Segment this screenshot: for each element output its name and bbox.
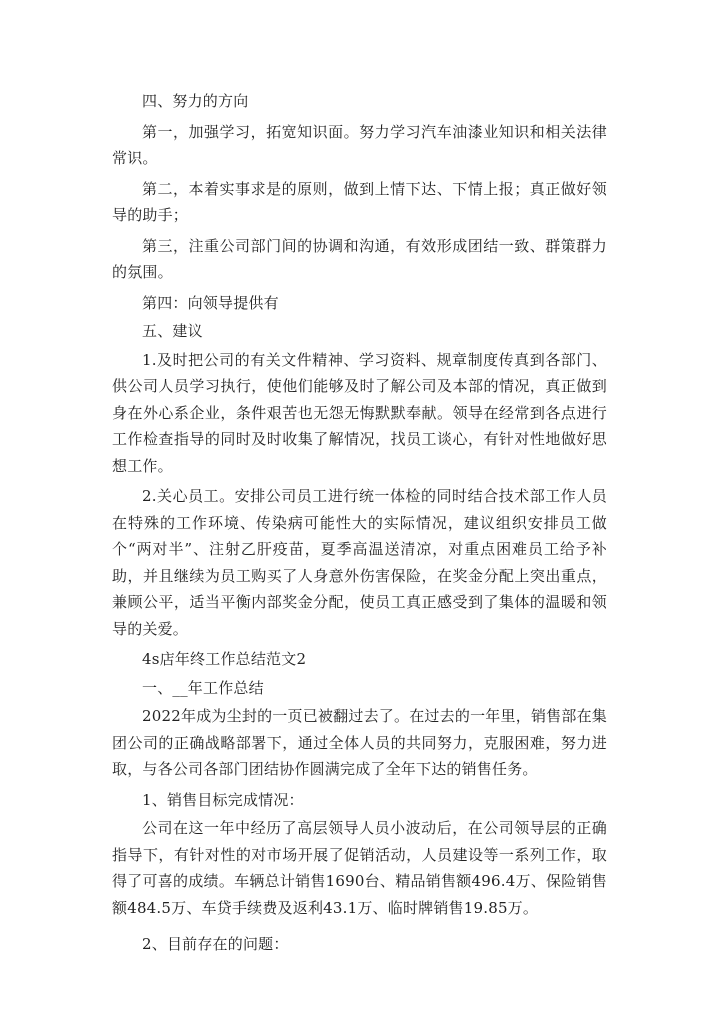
paragraph-suggestion-2: 2.关心员工。安排公司员工进行统一体检的同时结合技术部工作人员在特殊的工作环境、传染病可能性大的实际情况，建议组织安排员工做个“两对半”、注射乙肝疫苗，夏季高温送清凉，对重点困难员工给予补助，并且继续为员工购买了人身意外伤害保险，在奖金分配上突出重点，兼顾公平，适当平衡内部奖金分配，使员工真正感受到了集体的温暖和领导的关爱。	[112, 487, 607, 638]
paragraph-year-review: 2022年成为尘封的一页已被翻过去了。在过去的一年里，销售部在集团公司的正确战略部署下，通过全体人员的共同努力，克服困难，努力进取，与各公司各部门团结协作圆满完成了全年下达的销售任务。	[112, 707, 607, 778]
paragraph-second-point: 第二，本着实事求是的原则，做到上情下达、下情上报；真正做好领导的助手；	[112, 179, 607, 224]
document-subtitle: 4s店年终工作总结范文2	[142, 650, 307, 668]
section-heading-suggestions: 五、建议	[142, 322, 203, 340]
subheading-current-problems: 2、目前存在的问题：	[142, 935, 289, 953]
paragraph-sales-results: 公司在这一年中经历了高层领导人员小波动后，在公司领导层的正确指导下，有针对性的对市场开展了促销活动，人员建设等一系列工作，取得了可喜的成绩。车辆总计销售1690台、精品销售额496.4万、保险销售额484.5万、车贷手续费及返利43.1万、临时牌销售19.85万。	[112, 819, 607, 917]
subheading-sales-targets: 1、销售目标完成情况：	[142, 790, 304, 809]
paragraph-fourth-point: 第四：向领导提供有	[142, 293, 279, 312]
document-body	[112, 88, 607, 962]
paragraph-third-point: 第三，注重公司部门间的协调和沟通，有效形成团结一致、群策群力的氛围。	[112, 236, 607, 281]
section-heading-annual-summary: 一、__年工作总结	[142, 678, 264, 697]
section-heading-direction: 四、努力的方向	[142, 92, 249, 110]
paragraph-first-point: 第一，加强学习，拓宽知识面。努力学习汽车油漆业知识和相关法律常识。	[112, 122, 607, 167]
paragraph-suggestion-1: 1.及时把公司的有关文件精神、学习资料、规章制度传真到各部门、供公司人员学习执行，使他们能够及时了解公司及本部的情况，真正做到身在外心系企业，条件艰苦也无怨无悔默默奉献。领导在经常到各点进行工作检查指导的同时及时收集了解情况，找员工谈心，有针对性地做好思想工作。	[112, 350, 607, 475]
